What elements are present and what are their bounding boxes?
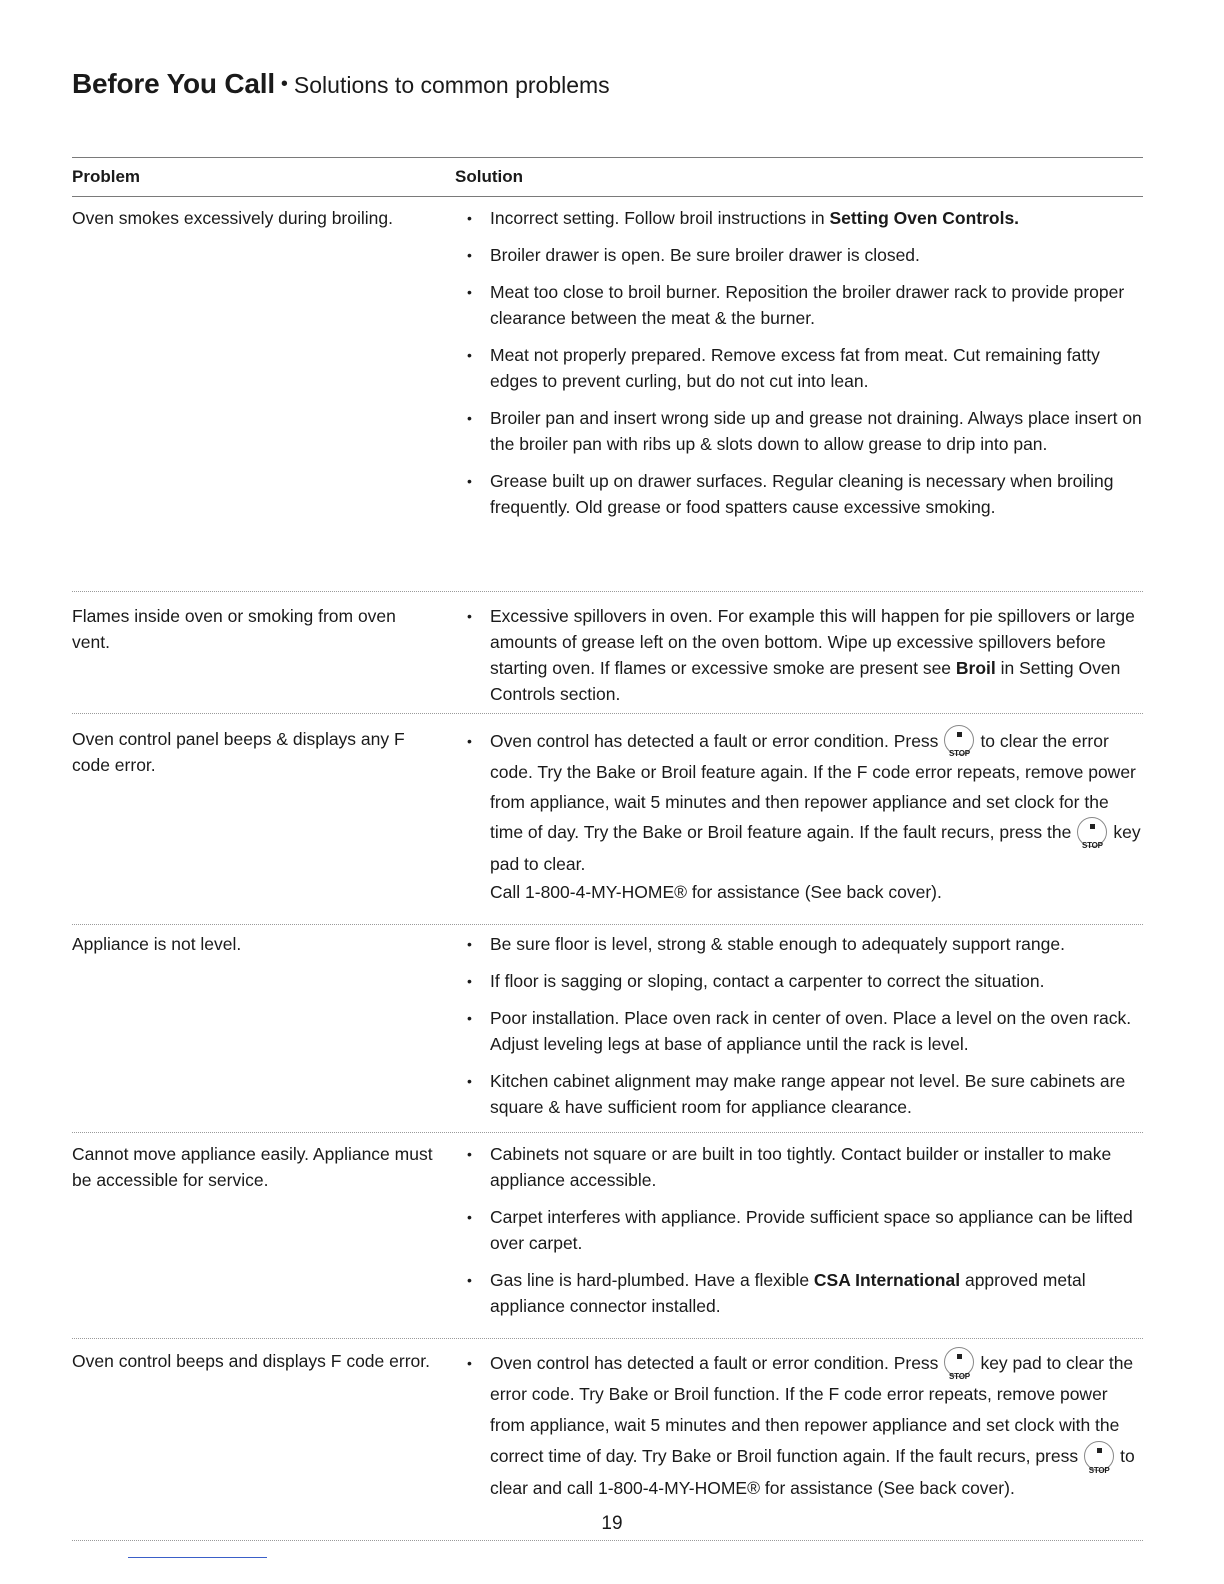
- table-header: [72, 157, 1143, 197]
- solution-item: • Incorrect setting. Follow broil instructions in Setting Oven Controls.: [455, 205, 1143, 231]
- footer-link-rule: [128, 1557, 267, 1558]
- solution-item: • Oven control has detected a fault or error condition. Press STOP to clear the error code. Try the Bake or Broil feature again. If the F code error repeats, remove power from appliance, wait 5 minutes and then repower appliance and set clock for the time of day. Try the Bake or Broil feature again. If the fault recurs, press the STOP key pad to clear.: [455, 726, 1143, 879]
- title-separator: •: [280, 73, 288, 95]
- problem-text: Cannot move appliance easily. Appliance must be accessible for service.: [72, 1144, 433, 1190]
- table-row: [72, 1339, 1143, 1541]
- problem-text: Oven control panel beeps & displays any F code error.: [72, 729, 405, 775]
- stop-key-icon: STOP: [944, 1347, 974, 1377]
- column-header-problem: Problem: [72, 167, 141, 186]
- problem-text: Appliance is not level.: [72, 934, 242, 954]
- solution-item: • Meat not properly prepared. Remove excess fat from meat. Cut remaining fatty edges to prevent curling, but do not cut into lean.: [455, 342, 1143, 394]
- solution-item: • Carpet interferes with appliance. Provide sufficient space so appliance can be lifted over carpet.: [455, 1204, 1143, 1256]
- page-number: 19: [601, 1513, 623, 1534]
- solution-list: [455, 726, 1143, 905]
- table-row: [72, 197, 1143, 592]
- solution-item: • Grease built up on drawer surfaces. Regular cleaning is necessary when broiling frequently. Old grease or food spatters cause excessive smoking.: [455, 468, 1143, 520]
- solution-item: • Oven control has detected a fault or error condition. Press STOP key pad to clear the error code. Try Bake or Broil function. If the F code error repeats, remove power from appliance, wait 5 minutes and then repower appliance and set clock with the correct time of day. Try Bake or Broil function again. If the fault recurs, press STOP to clear and call 1-800-4-MY-HOME® for assistance (See back cover).: [455, 1348, 1143, 1504]
- problem-text: Oven control beeps and displays F code error.: [72, 1351, 430, 1371]
- solution-item: • Broiler pan and insert wrong side up and grease not draining. Always place insert on the broiler pan with ribs up & slots down to allow grease to drip into pan.: [455, 405, 1143, 457]
- solution-item: • Excessive spillovers in oven. For example this will happen for pie spillovers or large amounts of grease left on the oven bottom. Wipe up excessive spillovers before starting oven. If flames or excessive smoke are present see Broil in Setting Oven Controls section.: [455, 603, 1143, 707]
- solution-item: • Broiler drawer is open. Be sure broiler drawer is closed.: [455, 242, 1143, 268]
- solution-list: [455, 931, 1143, 1120]
- solution-item: • Gas line is hard-plumbed. Have a flexible CSA International approved metal appliance connector installed.: [455, 1267, 1143, 1319]
- table-row: [72, 714, 1143, 925]
- page-subtitle: Solutions to common problems: [293, 72, 610, 98]
- solution-item: • Be sure floor is level, strong & stable enough to adequately support range.: [455, 931, 1143, 957]
- problem-text: Flames inside oven or smoking from oven vent.: [72, 606, 396, 652]
- table-row: [72, 592, 1143, 714]
- solution-item: • Cabinets not square or are built in too tightly. Contact builder or installer to make appliance accessible.: [455, 1141, 1143, 1193]
- solution-item: • Meat too close to broil burner. Reposition the broiler drawer rack to provide proper clearance between the meat & the burner.: [455, 279, 1143, 331]
- stop-key-icon: STOP: [1084, 1441, 1114, 1471]
- stop-key-icon: STOP: [1077, 817, 1107, 847]
- solution-item: Call 1-800-4-MY-HOME® for assistance (See back cover).: [490, 881, 942, 902]
- solution-item: • Kitchen cabinet alignment may make range appear not level. Be sure cabinets are square & have sufficient room for appliance clearance.: [455, 1068, 1143, 1120]
- solution-list: [455, 603, 1143, 707]
- problem-text: Oven smokes excessively during broiling.: [72, 208, 393, 228]
- troubleshooting-table: [72, 157, 1143, 1541]
- stop-key-icon: STOP: [944, 725, 974, 755]
- table-row: [72, 1133, 1143, 1339]
- solution-list: [455, 1348, 1143, 1504]
- solution-list: [455, 205, 1143, 520]
- column-header-solution: Solution: [455, 167, 523, 186]
- page-title: Before You Call: [72, 68, 275, 99]
- solution-item: • Poor installation. Place oven rack in center of oven. Place a level on the oven rack. Adjust leveling legs at base of appliance until the rack is level.: [455, 1005, 1143, 1057]
- table-row: [72, 925, 1143, 1133]
- solution-item: • If floor is sagging or sloping, contact a carpenter to correct the situation.: [455, 968, 1143, 994]
- solution-list: [455, 1141, 1143, 1319]
- page-header: [72, 68, 610, 100]
